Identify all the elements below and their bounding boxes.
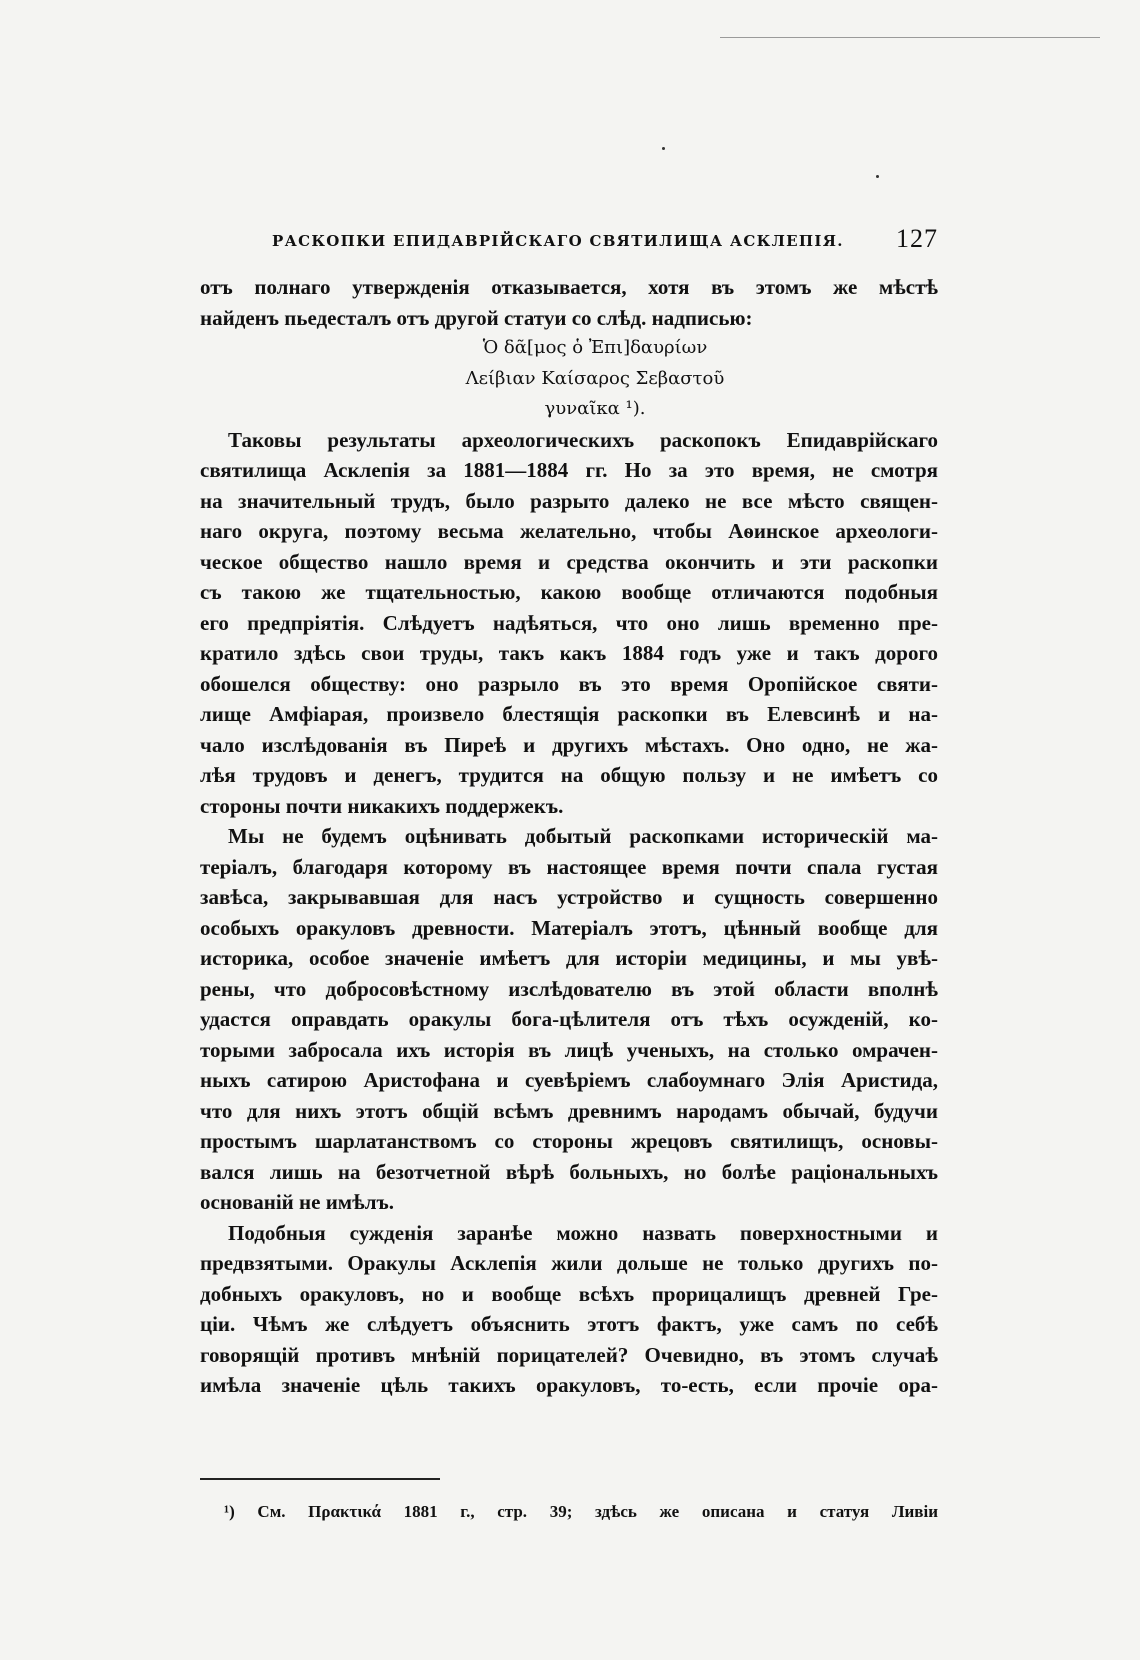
inscription-line: γυναῖκα ¹). (544, 398, 646, 419)
text-line: съ такою же тщательностью, какою вообще отличаются подобныя (200, 580, 938, 604)
inscription-line: Λείβιαν Καίσαρος Σεβαστοῦ (465, 367, 725, 389)
text-line: на значительный трудъ, было разрыто далеко не все мѣсто священ- (200, 488, 938, 513)
text-line: наго округа, поэтому весьма желательно, чтобы Аѳинское археологи- (200, 519, 938, 543)
text-line: удастся оправдать оракулы бога-цѣлителя отъ тѣхъ осужденій, ко- (200, 1007, 938, 1031)
text-line: ныхъ сатирою Аристофана и суевѣріемъ слабоумнаго Элія Аристида, (200, 1068, 938, 1092)
top-edge-rule (720, 37, 1100, 38)
text-line: лище Амфіарая, произвело блестящія раскопки въ Елевсинѣ и на- (200, 702, 938, 726)
text-line: имѣла значеніе цѣль такихъ оракуловъ, то-есть, если прочіе ора- (200, 1373, 938, 1397)
running-title: РАСКОПКИ ЕПИДАВРІЙСКАГО СВЯТИЛИЩА АСКЛЕПІЯ. (272, 232, 844, 250)
running-header (200, 226, 938, 256)
text-line: рены, что добросовѣстному изслѣдователю въ этой области вполнѣ (200, 976, 938, 1001)
text-line: стороны почти никакихъ поддержекъ. (200, 793, 564, 818)
text-line: Таковы результаты археологическихъ раскопокъ Епидаврійскаго (228, 427, 938, 452)
text-line: торыми забросала ихъ исторія въ лицѣ ученыхъ, на столько омрачен- (200, 1037, 938, 1062)
text-line: теріалъ, благодаря которому въ настоящее время почти спала густая (200, 854, 938, 879)
text-line: ціи. Чѣмъ же слѣдуетъ объяснить этотъ фактъ, уже самъ по себѣ (200, 1312, 938, 1336)
print-speck (662, 147, 665, 150)
body-text (200, 272, 938, 1401)
text-line: его предпріятія. Слѣдуетъ надѣяться, что оно лишь временно пре- (200, 610, 938, 635)
text-line: святилища Асклепія за 1881—1884 гг. Но за это время, не смотря (200, 458, 938, 482)
text-line: отъ полнаго утвержденія отказывается, хотя въ этомъ же мѣстѣ (200, 275, 938, 299)
text-line: кратило здѣсь свои труды, такъ какъ 1884 годъ уже и такъ дорого (200, 641, 938, 665)
text-line: вался лишь на безотчетной вѣрѣ больныхъ, но болѣе раціональныхъ (200, 1159, 938, 1184)
print-speck (876, 175, 879, 178)
text-line: говорящій противъ мнѣній порицателей? Очевидно, въ этомъ случаѣ (200, 1342, 938, 1367)
text-line: чало изслѣдованія въ Пиреѣ и другихъ мѣстахъ. Оно одно, не жа- (200, 732, 938, 757)
text-line: особыхъ оракуловъ древности. Матеріалъ этотъ, цѣнный вообще для (200, 915, 938, 940)
text-line: Мы не будемъ оцѣнивать добытый раскопками историческій ма- (228, 824, 938, 848)
text-line: что для нихъ этотъ общій всѣмъ древнимъ народамъ обычай, будучи (200, 1098, 938, 1123)
text-line: историка, особое значеніе имѣетъ для исторіи медицины, и мы увѣ- (200, 946, 938, 970)
page-number: 127 (896, 224, 938, 253)
footnote: ¹) См. Πρακτικά 1881 г., стр. 39; здѣсь же описана и статуя Ливіи (224, 1502, 938, 1521)
text-line: добныхъ оракуловъ, но и вообще всѣхъ прорицалищъ древней Гре- (200, 1281, 938, 1306)
text-line: простымъ шарлатанствомъ со стороны жрецовъ святилищъ, основы- (200, 1129, 938, 1153)
text-line: обошелся обществу: оно разрыло въ это время Оропійское святи- (200, 671, 938, 696)
text-line: Подобныя сужденія заранѣе можно назвать поверхностными и (228, 1220, 938, 1245)
text-line: лѣя трудовъ и денегъ, трудится на общую пользу и не имѣетъ со (200, 763, 938, 787)
text-line: найденъ пьедесталъ отъ другой статуи со слѣд. надписью: (200, 305, 753, 330)
text-line: предвзятыми. Оракулы Асклепія жили дольше не только другихъ по- (200, 1251, 938, 1275)
footnote-divider (200, 1478, 440, 1480)
text-line: завѣса, закрывавшая для насъ устройство и сущность совершенно (200, 885, 938, 909)
text-line: основаній не имѣлъ. (200, 1190, 394, 1214)
inscription-line: Ὁ δᾶ[μος ὁ Ἐπι]δαυρίων (482, 337, 708, 358)
text-line: ческое общество нашло время и средства окончить и эти раскопки (200, 549, 938, 574)
